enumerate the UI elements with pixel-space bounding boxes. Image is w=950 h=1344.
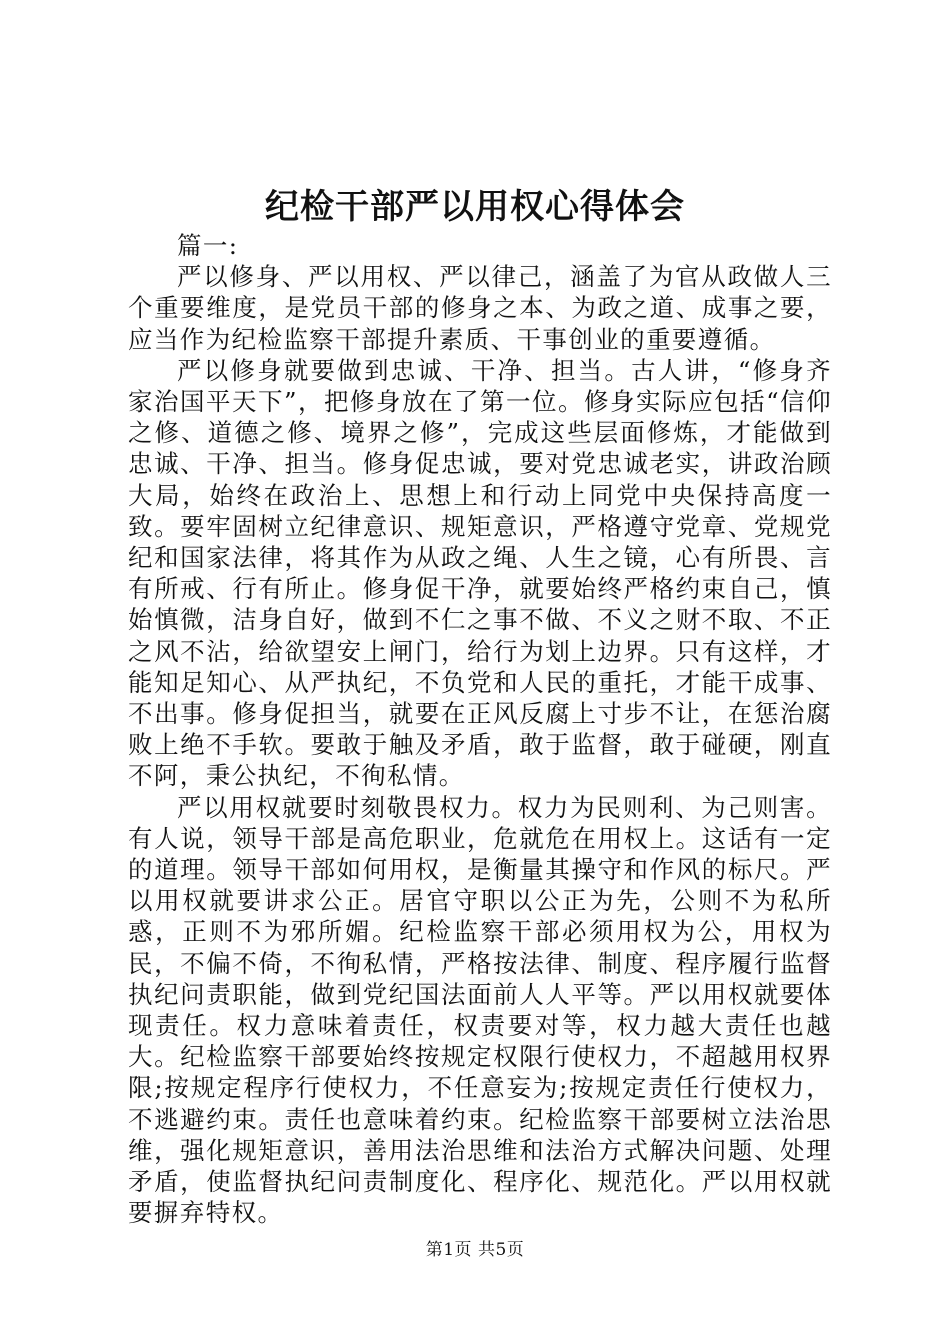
page-footer: 第1页 共5页 bbox=[425, 1240, 525, 1260]
document-title: 纪检干部严以用权心得体会 bbox=[265, 187, 685, 227]
paragraph-2: 严以修身就要做到忠诚、干净、担当。古人讲，“修身齐家治国平天下”，把修身放在了第一位。修身实际应包括“信仰之修、道德之修、境界之修”，完成这些层面修炼，才能做到忠诚、干净、担当。修身促忠诚，要对党忠诚老实，讲政治顾大局，始终在政治上、思想上和行动上同党中央保持高度一致。要牢固树立纪律意识、规矩意识，严格遵守党章、党规党纪和国家法律，将其作为从政之绳、人生之镜，心有所畏、言有所戒、行有所止。修身促干净，就要始终严格约束自己，慎始慎微，洁身自好，做到不仁之事不做、不义之财不取、不正之风不沾，给欲望安上闸门，给行为划上边界。只有这样，才能知足知心、从严执纪，不负党和人民的重托，才能干成事、不出事。修身促担当，就要在正风反腐上寸步不让，在惩治腐败上绝不手软。要敢于触及矛盾，敢于监督，敢于碰硬，刚直不阿，秉公执纪，不徇私情。 bbox=[128, 355, 832, 791]
section-label: 篇一: bbox=[177, 231, 239, 260]
paragraph-1: 严以修身、严以用权、严以律己，涵盖了为官从政做人三个重要维度，是党员干部的修身之本、为政之道、成事之要，应当作为纪检监察干部提升素质、干事创业的重要遵循。 bbox=[128, 262, 832, 354]
document-body bbox=[128, 230, 832, 1229]
paragraph-3: 严以用权就要时刻敬畏权力。权力为民则利、为己则害。有人说，领导干部是高危职业，危就危在用权上。这话有一定的道理。领导干部如何用权，是衡量其操守和作风的标尺。严以用权就要讲求公正。居官守职以公正为先，公则不为私所惑，正则不为邪所媚。纪检监察干部必须用权为公，用权为民，不偏不倚，不徇私情，严格按法律、制度、程序履行监督执纪问责职能，做到党纪国法面前人人平等。严以用权就要体现责任。权力意味着责任，权责要对等，权力越大责任也越大。纪检监察干部要始终按规定权限行使权力，不超越用权界限;按规定程序行使权力，不任意妄为;按规定责任行使权力，不逃避约束。责任也意味着约束。纪检监察干部要树立法治思维，强化规矩意识，善用法治思维和法治方式解决问题、处理矛盾，使监督执纪问责制度化、程序化、规范化。严以用权就要摒弃特权。 bbox=[128, 792, 832, 1228]
